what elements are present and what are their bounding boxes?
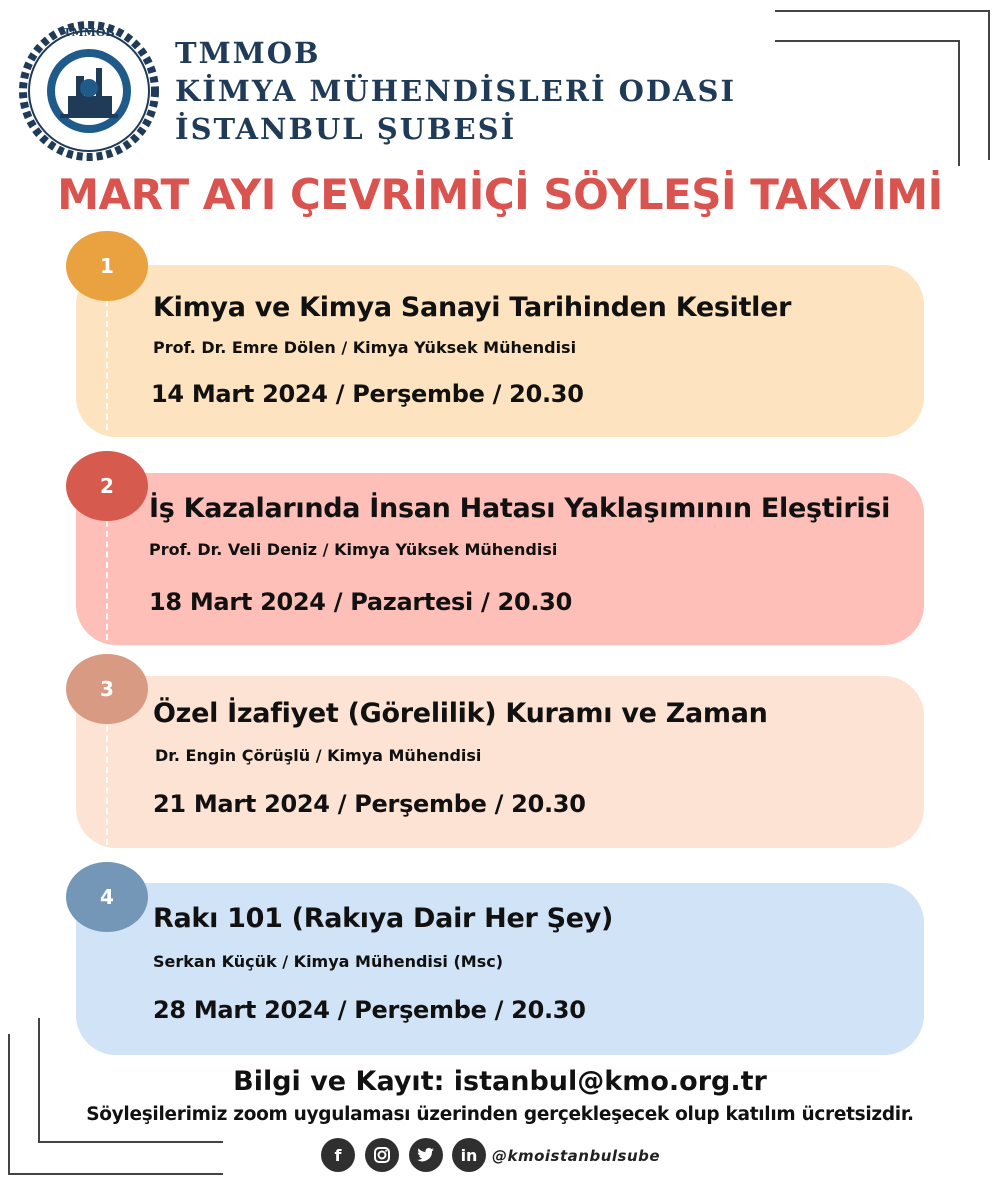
event-number-badge-1: 1 [66,231,148,301]
event-speaker-2: Prof. Dr. Veli Deniz / Kimya Yüksek Mühendisi [149,540,558,559]
event-title-3: Özel İzafiyet (Görelilik) Kuramı ve Zaman [153,698,768,729]
linkedin-icon[interactable]: in [452,1138,486,1172]
frame-line-bottom [8,1173,223,1175]
event-title-2: İş Kazalarında İnsan Hatası Yaklaşımının Eleştirisi [149,493,891,524]
event-date-1: 14 Mart 2024 / Perşembe / 20.30 [151,380,584,408]
participation-note: Söyleşilerimiz zoom uygulaması üzerinden gerçekleşecek olup katılım ücretsizdir. [86,1104,914,1125]
timeline-dash-3 [106,705,108,845]
event-speaker-3: Dr. Engin Çörüşlü / Kimya Mühendisi [155,746,482,765]
org-line-2: KİMYA MÜHENDİSLERİ ODASI [175,74,737,108]
timeline-dash-2 [106,500,108,640]
event-speaker-1: Prof. Dr. Emre Dölen / Kimya Yüksek Mühendisi [153,338,577,357]
org-line-3: İSTANBUL ŞUBESİ [175,112,517,146]
social-handle: @kmoistanbulsube [492,1147,661,1165]
page-title: MART AYI ÇEVRİMİÇİ SÖYLEŞİ TAKVİMİ [57,170,943,219]
twitter-icon[interactable] [409,1138,443,1172]
event-title-4: Rakı 101 (Rakıya Dair Her Şey) [153,903,614,934]
event-number-badge-3: 3 [66,654,148,724]
facebook-icon[interactable]: f [321,1138,355,1172]
timeline-dash-1 [106,290,108,430]
kmo-logo [16,18,162,164]
contact-info: Bilgi ve Kayıt: istanbul@kmo.org.tr [233,1066,767,1097]
event-speaker-4: Serkan Küçük / Kimya Mühendisi (Msc) [153,952,504,971]
event-date-4: 28 Mart 2024 / Perşembe / 20.30 [153,996,586,1024]
event-title-1: Kimya ve Kimya Sanayi Tarihinden Kesitler [153,292,792,323]
org-name [175,34,736,148]
event-number-badge-2: 2 [66,451,148,521]
frame-line-top [775,10,989,12]
event-date-3: 21 Mart 2024 / Perşembe / 20.30 [153,790,586,818]
frame-line-right-top [988,10,990,160]
event-number-badge-4: 4 [66,862,148,932]
frame-line-top-inner [775,40,958,42]
event-date-2: 18 Mart 2024 / Pazartesi / 20.30 [149,588,572,616]
frame-line-bottom-inner [38,1141,223,1143]
svg-text:TMMOB: TMMOB [63,26,115,39]
frame-line-right-inner [958,40,960,166]
org-line-1: TMMOB [175,36,321,70]
instagram-icon[interactable] [365,1138,399,1172]
